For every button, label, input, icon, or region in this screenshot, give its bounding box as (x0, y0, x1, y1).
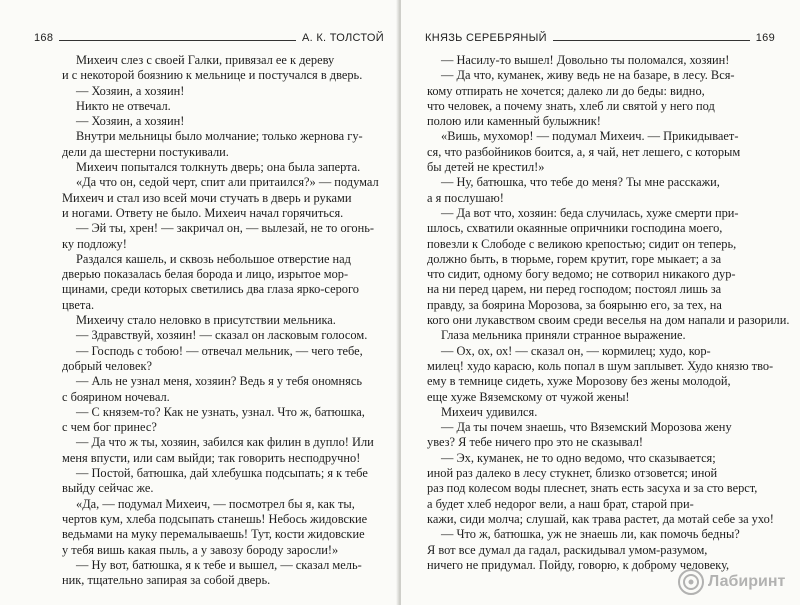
text-line: Михеич и стал изо всей мочи стучать в дверь и руками (62, 190, 352, 205)
labyrinth-logo-icon (676, 567, 706, 597)
text-line: раз под колесом воды плеснет, знать есть засуха и за сто верст, (427, 481, 758, 496)
text-line: — Ох, ох, ох! — сказал он, — кормилец; худо, кор- (441, 343, 711, 358)
text-line: Раздался кашель, и сквозь небольшое отверстие над (76, 251, 351, 266)
text-line: щинами, среди которых светились два глаза ярко-серого (62, 282, 359, 297)
text-line: — Хозяин, а хозяин! (76, 114, 185, 129)
text-line: выйду сейчас же. (62, 481, 154, 496)
text-line: повезли к Слободе с великою крепостью; сидит он теперь, (427, 236, 737, 251)
text-line: Глаза мельника приняли странное выражение. (441, 328, 686, 343)
text-line: кого они лукавством своим среди веселья на дом напали и разорили. (427, 313, 790, 328)
text-line: ничего не придумал. Пойду, говорю, к доброму человеку, (427, 557, 730, 572)
text-line: цвета. (62, 297, 95, 312)
left-page (0, 0, 399, 605)
text-line: милец! худо карасю, коль попал в шум заплывет. Худо князю тво- (427, 358, 774, 373)
text-line: дели да шестерни постукивали. (62, 144, 229, 159)
page-number: 169 (755, 32, 775, 44)
text-line: Внутри мельницы было молчание; только жернова гу- (76, 129, 363, 144)
text-line: с боярином ночевал. (62, 389, 170, 404)
text-line: — Да что, куманек, живу ведь не на базаре, в лесу. Вся- (441, 68, 735, 83)
text-line: «Вишь, мухомор! — подумал Михеич. — Прикидывает- (441, 129, 739, 144)
running-head: А. К. ТОЛСТОЙ (301, 32, 384, 44)
text-line: на ни перед царем, ни перед господом; постоял лишь за (427, 282, 722, 297)
text-line: у тебя вишь какая пыль, а у завозу бороду заросли!» (62, 542, 339, 557)
text-line: «Да что он, седой черт, спит али притаился?» — подумал (76, 175, 379, 190)
text-line: — Господь с тобою! — отвечал мельник, — чего тебе, (76, 343, 363, 358)
text-line: чертов кум, хлеба подсыпать станешь! Небось жидовские (62, 511, 368, 526)
text-line: — С князем-то? Как не узнать, узнал. Что ж, батюшка, (76, 404, 365, 419)
text-line: Михеич попытался толкнуть дверь; она была заперта. (76, 160, 361, 175)
text-line: Я вот все думал да гадал, раскидывал умом-разумом, (427, 542, 708, 557)
text-line: «Да, — подумал Михеич, — посмотрел бы я, как ты, (76, 496, 355, 511)
right-page-text (427, 53, 790, 573)
text-line: шлось, схватили окаянные опричники господина моего, (427, 221, 723, 236)
text-line: — Эй ты, хрен! — закричал он, — вылезай, не то огонь- (76, 221, 375, 236)
text-line: Михеич слез с своей Галки, привязал ее к дереву (76, 53, 335, 67)
right-page-header (425, 28, 775, 44)
text-line: Михеичу стало неловко в присутствии мельника. (76, 313, 336, 328)
text-line: — Что ж, батюшка, уж не знаешь ли, как помочь бедны? (441, 527, 740, 542)
text-line: — Аль не узнал меня, хозяин? Ведь я у тебя ономнясь (76, 374, 363, 389)
text-line: — Ну, батюшка, что тебе до меня? Ты мне расскажи, (441, 175, 720, 190)
text-line: ку подложу! (62, 236, 127, 251)
text-line: что человек, а почему знать, хлеб ли святой у него под (427, 98, 715, 113)
text-line: — Постой, батюшка, дай хлебушка подсыпать; я к тебе (76, 466, 368, 481)
text-line: ему в темнице сидеть, хуже Морозову без жены молодой, (427, 374, 731, 389)
text-line: кому отпирать не хочется; далеко ли до беды: видно, (427, 83, 705, 98)
text-line: и ногами. Ответу не было. Михеич начал горячиться. (62, 205, 344, 220)
text-line: ведьмами на муку перемалываешь! Тут, кости жидовские (62, 527, 365, 542)
page-number: 168 (34, 32, 54, 44)
text-line: правду, за боярина Морозова, за боярыню его, за тех, на (427, 297, 722, 312)
text-line: — Здравствуй, хозяин! — сказал он ласковым голосом. (76, 328, 368, 343)
text-line: еще хуже Вяземскому от чужой жены! (427, 389, 630, 404)
left-page-header (34, 28, 384, 44)
text-line: что сидит, одному богу ведомо; не сотворил никакого дур- (427, 267, 736, 282)
text-line: и с некоторой боязнию к мельнице и постучался в дверь. (62, 68, 363, 83)
running-head: КНЯЗЬ СЕРЕБРЯНЫЙ (425, 32, 547, 44)
text-line: бы детей не крестил!» (427, 160, 545, 175)
left-page-text (62, 53, 384, 588)
text-line: — Ну вот, батюшка, я к тебе и вышел, — сказал мель- (76, 557, 362, 572)
text-line: — Насилу-то вышел! Довольно ты поломался, хозяин! (441, 53, 730, 67)
header-rule (59, 40, 296, 41)
text-line: должно быть, в тюрьме, горем крутит, горе мыкает; а за (427, 251, 722, 266)
text-line: — Да вот что, хозяин: беда случилась, хуже смерти при- (441, 205, 739, 220)
text-line: иной раз далеко в лесу стукнет, близко отзовется; иной (427, 466, 718, 481)
text-line: а я послушаю! (427, 190, 504, 205)
watermark-label: Лабиринт (708, 573, 786, 590)
text-line: а будет хлеб недорог вели, а наш брат, старой при- (427, 496, 694, 511)
text-line: полою или каменный булыжник! (427, 114, 601, 129)
text-line: дверью показалась белая борода и лицо, изрытое мор- (62, 267, 349, 282)
right-page (401, 0, 800, 605)
text-line: кажи, сиди молча; слушай, как трава растет, да мотай себе за ухо! (427, 511, 774, 526)
text-line: с чем бог принес? (62, 420, 157, 435)
text-line: — Хозяин, а хозяин! (76, 83, 185, 98)
text-line: — Эх, куманек, не то одно ведомо, что сказывается; (441, 450, 716, 465)
text-line: — Да что ж ты, хозяин, забился как филин в дупло! Или (76, 435, 374, 450)
text-line: ся, что разбойников боится, а, я чай, нет лешего, с которым (427, 144, 741, 159)
text-line: Михеич удивился. (441, 404, 538, 419)
text-line: Никто не отвечал. (76, 98, 171, 113)
text-line: — Да ты почем знаешь, что Вяземский Морозова жену (441, 420, 732, 435)
text-line: добрый человек? (62, 358, 152, 373)
header-rule (553, 40, 750, 41)
text-line: меня впусти, или сам выйди; так говорить несподручно! (62, 450, 361, 465)
text-line: ник, тщательно запирая за собой дверь. (62, 573, 271, 588)
text-line: увез? Я тебе ничего про это не сказывал! (427, 435, 644, 450)
watermark-logo (676, 565, 786, 599)
